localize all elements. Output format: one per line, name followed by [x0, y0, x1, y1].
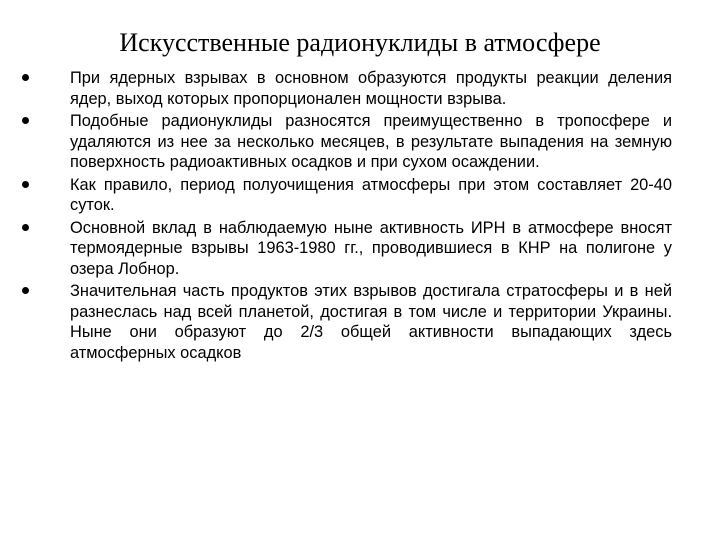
bullet-text: Основной вклад в наблюдаемую ныне активность ИРН в атмосфере вносят термоядерные взрывы 1963-1980 гг., проводившиеся в КНР на полигоне у озера Лобнор.: [70, 218, 672, 278]
bullet-dot-icon: [22, 181, 29, 188]
bullet-item-2: [22, 111, 672, 173]
bullet-text: При ядерных взрывах в основном образуются продукты реакции деления ядер, выход которых пропорционален мощности взрыва.: [70, 69, 672, 108]
bullet-item-5: [22, 281, 672, 363]
bullet-item-3: [22, 175, 672, 216]
bullet-text: Подобные радионуклиды разносятся преимущественно в тропосфере и удаляются из нее за несколько месяцев, в результате выпадения на земную поверхность радиоактивных осадков и при сухом осаждении.: [70, 112, 672, 171]
bullet-text: Как правило, период полуочищения атмосферы при этом составляет 20-40 суток.: [70, 175, 672, 214]
bullet-list: [22, 68, 672, 365]
slide-title: Искусственные радионуклиды в атмосфере: [119, 28, 601, 57]
bullet-dot-icon: [22, 287, 29, 294]
bullet-dot-icon: [22, 224, 29, 231]
bullet-dot-icon: [22, 74, 29, 81]
bullet-text: Значительная часть продуктов этих взрывов достигала стратосферы и в ней разнеслась над всей планетой, достигая в том числе и территории Украины. Ныне они образуют до 2/3 общей активности выпадающих здесь атмосферных осадков: [70, 282, 672, 362]
bullet-item-1: [22, 68, 672, 109]
bullet-dot-icon: [22, 117, 29, 124]
bullet-item-4: [22, 218, 672, 280]
